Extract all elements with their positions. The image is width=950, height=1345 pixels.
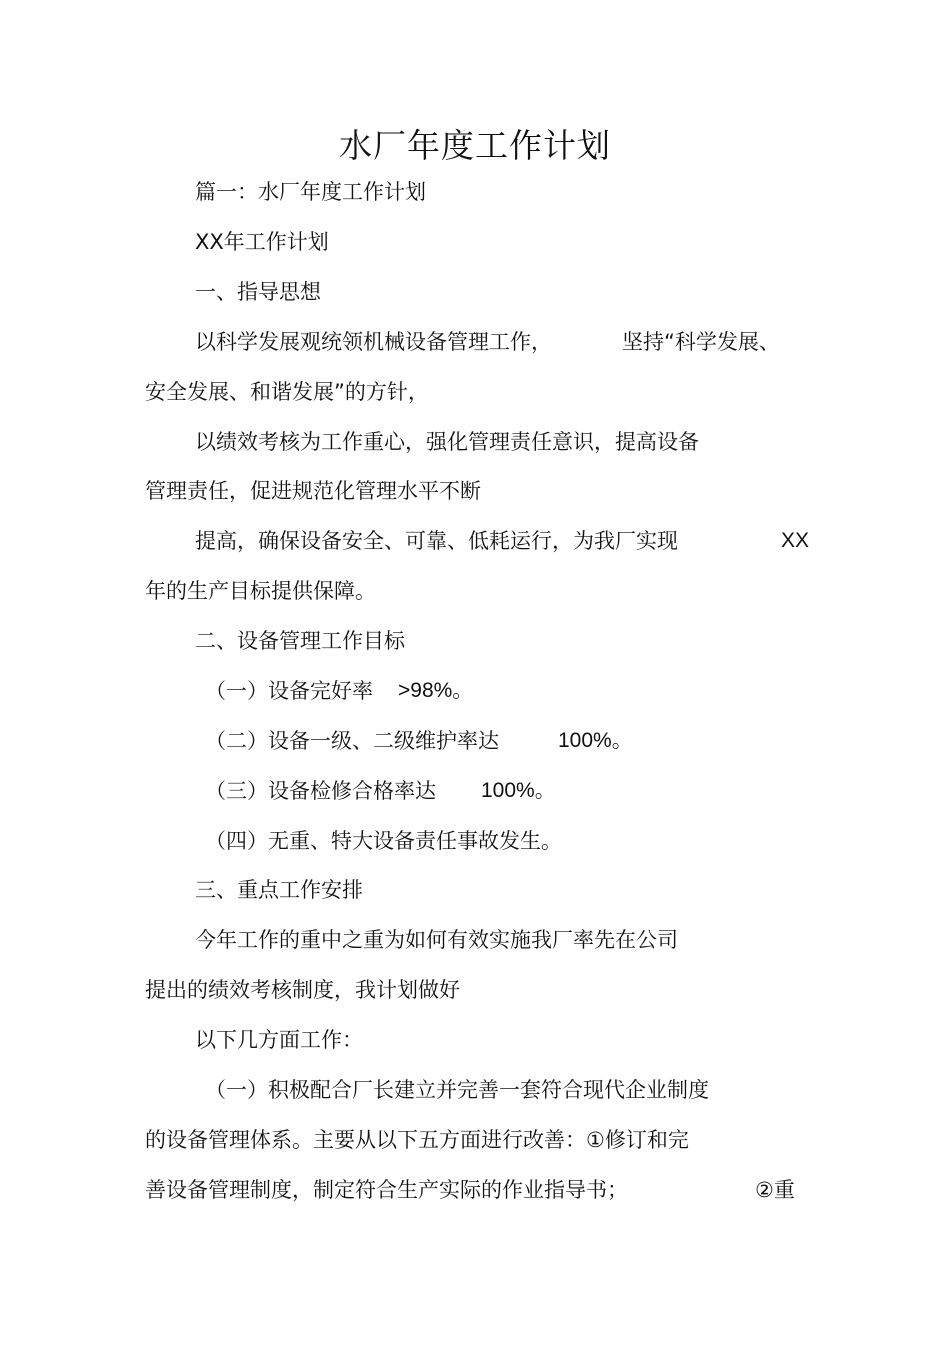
- document-subtitle: 篇一：水厂年度工作计划: [195, 180, 426, 204]
- section1-heading: 一、指导思想: [195, 280, 321, 304]
- section3-p3-line2: 的设备管理体系。主要从以下五方面进行改善：①修订和完: [145, 1128, 689, 1152]
- section1-p3-line1a: 提高，确保设备安全、可靠、低耗运行，为我厂实现: [195, 529, 678, 553]
- section1-p1-line1a: 以科学发展观统领机械设备管理工作，: [195, 330, 552, 354]
- goal-item-3-label: （三）设备检修合格率达: [205, 779, 436, 803]
- section3-heading: 三、重点工作安排: [195, 878, 363, 902]
- goal-item-4-label: （四）无重、特大设备责任事故发生。: [205, 829, 562, 853]
- section1-p2-line2: 管理责任，促进规范化管理水平不断: [145, 479, 481, 503]
- plan-title: XX年工作计划: [195, 230, 329, 254]
- section3-p3-line3b: ②重: [755, 1178, 795, 1202]
- section1-p2-line1: 以绩效考核为工作重心，强化管理责任意识，提高设备: [195, 430, 699, 454]
- section3-p2-line1: 以下几方面工作：: [195, 1028, 363, 1052]
- goal-item-2-value: 100%。: [558, 729, 633, 752]
- section1-p1-line1b: 坚持“科学发展、: [622, 330, 780, 354]
- section3-p3-line3a: 善设备管理制度，制定符合生产实际的作业指导书；: [145, 1178, 628, 1202]
- goal-item-1-value: >98%。: [398, 679, 474, 702]
- section3-p3-line1: （一）积极配合厂长建立并完善一套符合现代企业制度: [205, 1078, 709, 1102]
- section3-p1-line1: 今年工作的重中之重为如何有效实施我厂率先在公司: [195, 928, 678, 952]
- goal-item-2-label: （二）设备一级、二级维护率达: [205, 729, 499, 753]
- section1-p3-line2: 年的生产目标提供保障。: [145, 579, 376, 603]
- section3-p1-line2: 提出的绩效考核制度，我计划做好: [145, 978, 460, 1002]
- section1-p1-line2: 安全发展、和谐发展”的方针，: [145, 380, 429, 404]
- section1-p3-line1b: XX: [781, 529, 810, 552]
- document-title: 水厂年度工作计划: [339, 126, 611, 165]
- goal-item-3-value: 100%。: [481, 779, 556, 802]
- section2-heading: 二、设备管理工作目标: [195, 629, 405, 653]
- goal-item-1-label: （一）设备完好率: [205, 679, 373, 703]
